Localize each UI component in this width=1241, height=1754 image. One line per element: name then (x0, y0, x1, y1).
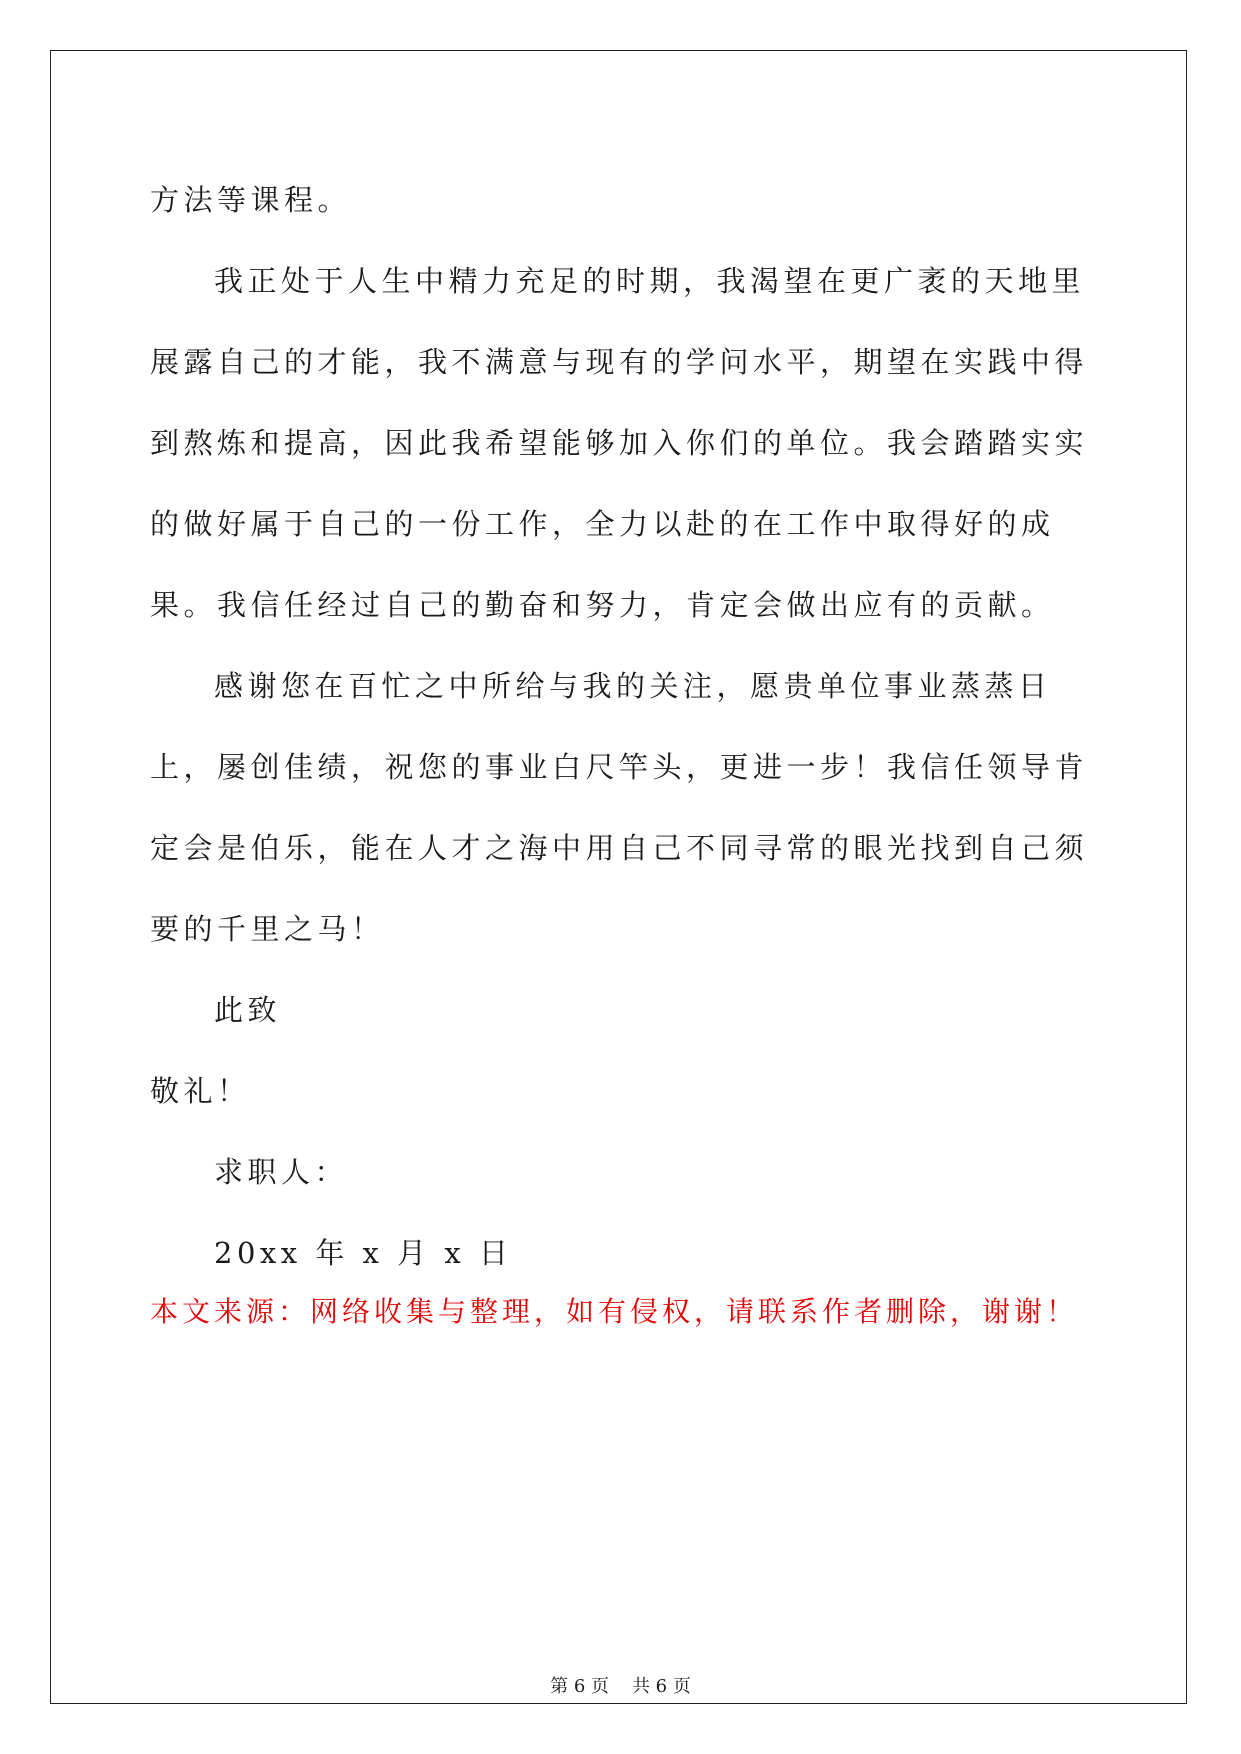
paragraph-continuation: 方法等课程。 (150, 183, 352, 217)
closing-regards: 敬礼！ (150, 1074, 251, 1108)
paragraph-thanks: 感谢您在百忙之中所给与我的关注，愿贵单位事业蒸蒸日上，屡创佳绩，祝您的事业白尺竿头，更进一步！我信任领导肯定会是伯乐，能在人才之海中用自己不同寻常的眼光找到自己须要的千里之马！ (150, 669, 1089, 946)
letter-date: 20xx 年 x 月 x 日 (214, 1236, 513, 1270)
page-number: 第 6 页 共 6 页 (550, 1676, 691, 1697)
document-body (150, 160, 1100, 1294)
applicant-label: 求职人： (214, 1155, 349, 1189)
paragraph-aspiration: 我正处于人生中精力充足的时期，我渴望在更广袤的天地里展露自己的才能，我不满意与现有的学问水平，期望在实践中得到熬炼和提高，因此我希望能够加入你们的单位。我会踏踏实实的做好属于自己的一份工作，全力以赴的在工作中取得好的成果。我信任经过自己的勤奋和努力，肯定会做出应有的贡献。 (150, 264, 1089, 622)
source-note: 本文来源：网络收集与整理，如有侵权，请联系作者删除，谢谢！ (150, 1295, 1079, 1328)
closing-salutation: 此致 (214, 993, 282, 1027)
